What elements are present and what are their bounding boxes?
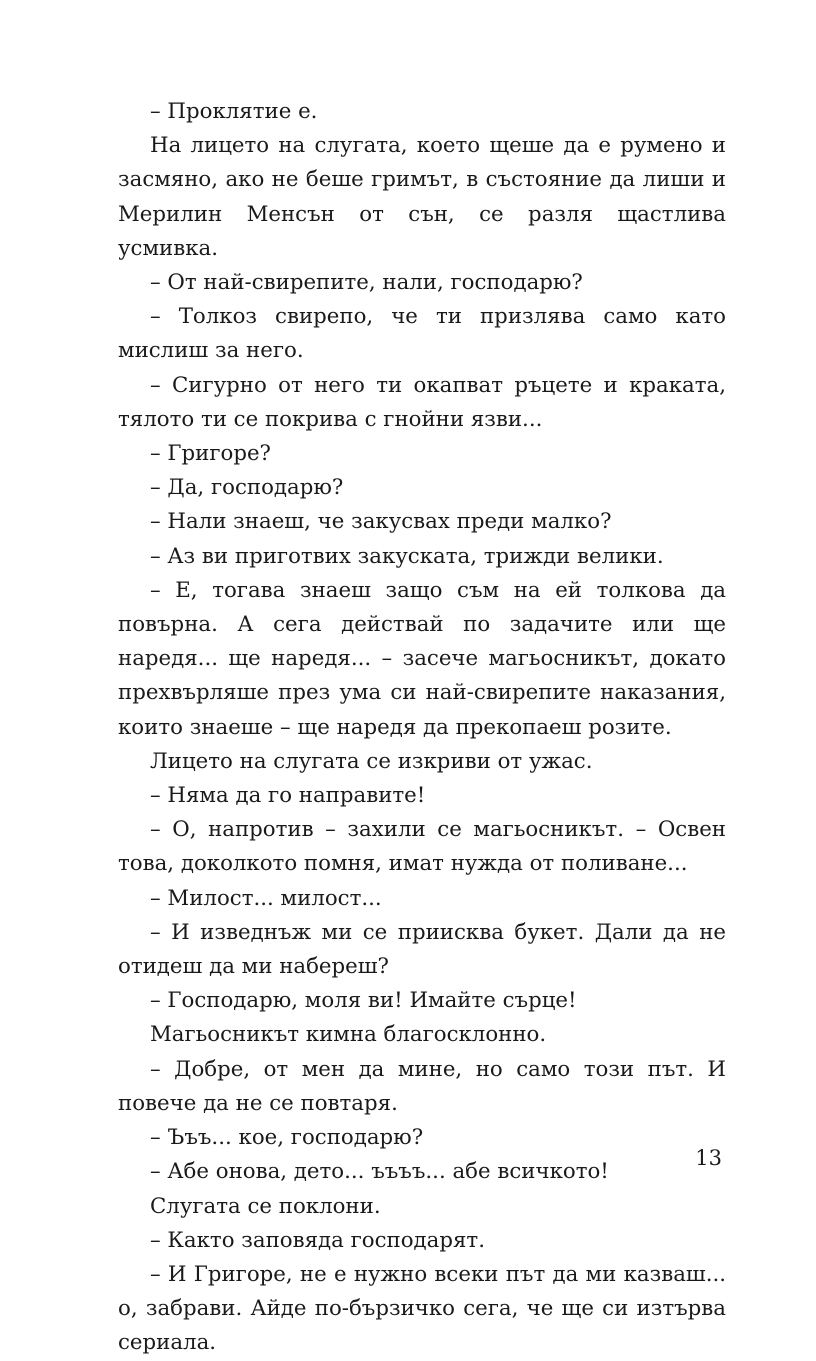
paragraph: – От най-свирепите, нали, господарю? xyxy=(150,270,583,296)
paragraph: – Абе онова, дето... ъъъъ... абе всичкото! xyxy=(150,1159,609,1185)
paragraph: Магьосникът кимна благосклонно. xyxy=(150,1022,547,1048)
paragraph: – Нали знаеш, че закусвах преди малко? xyxy=(150,509,612,535)
paragraph: – Няма да го направите! xyxy=(150,783,426,809)
paragraph: – Е, тогава знаеш защо съм на ей толкова да повърна. А сега действай по задачите или ще наредя... ще наредя... – засече магьосникът, докато прехвърляше през ума си най-свирепите наказания, които знаеше – ще наредя да прекопаеш розите. xyxy=(118,577,726,740)
paragraph: – И Григоре, не е нужно всеки път да ми казваш... о, забрави. Айде по-бързичко сега, че ще си изтърва сериала. xyxy=(118,1261,726,1356)
paragraph: – Милост... милост... xyxy=(150,885,382,911)
paragraph: – Както заповяда господарят. xyxy=(150,1227,485,1253)
paragraph: Лицето на слугата се изкриви от ужас. xyxy=(150,748,593,774)
page-number: 13 xyxy=(695,1146,722,1170)
paragraph: – Проклятие е. xyxy=(150,99,318,124)
paragraph: На лицето на слугата, което щеше да е румено и засмяно, ако не беше гримът, в състояние да лиши и Мерилин Менсън от сън, се разля щастлива усмивка. xyxy=(118,133,726,261)
paragraph: Слугата се поклони. xyxy=(150,1193,381,1219)
paragraph: – Ъъъ... кое, господарю? xyxy=(150,1125,424,1151)
page-body-text xyxy=(118,95,726,1361)
paragraph: – Григоре? xyxy=(150,441,271,467)
paragraph: – Добре, от мен да мине, но само този път. И повече да не се повтаря. xyxy=(118,1056,726,1116)
paragraph: – О, напротив – захили се магьосникът. – Освен това, доколкото помня, имат нужда от поливане... xyxy=(118,817,726,877)
paragraph: – Да, господарю? xyxy=(150,475,344,501)
paragraph: – Аз ви приготвих закуската, трижди велики. xyxy=(150,543,664,569)
paragraph: – Толкоз свирепо, че ти призлява само като мислиш за него. xyxy=(118,304,726,364)
paragraph: – Господарю, моля ви! Имайте сърце! xyxy=(150,988,577,1014)
paragraph: – И изведнъж ми се приисква букет. Дали да не отидеш да ми набереш? xyxy=(118,919,726,980)
paragraph: – Сигурно от него ти окапват ръцете и краката, тялото ти се покрива с гнойни язви... xyxy=(118,372,726,432)
